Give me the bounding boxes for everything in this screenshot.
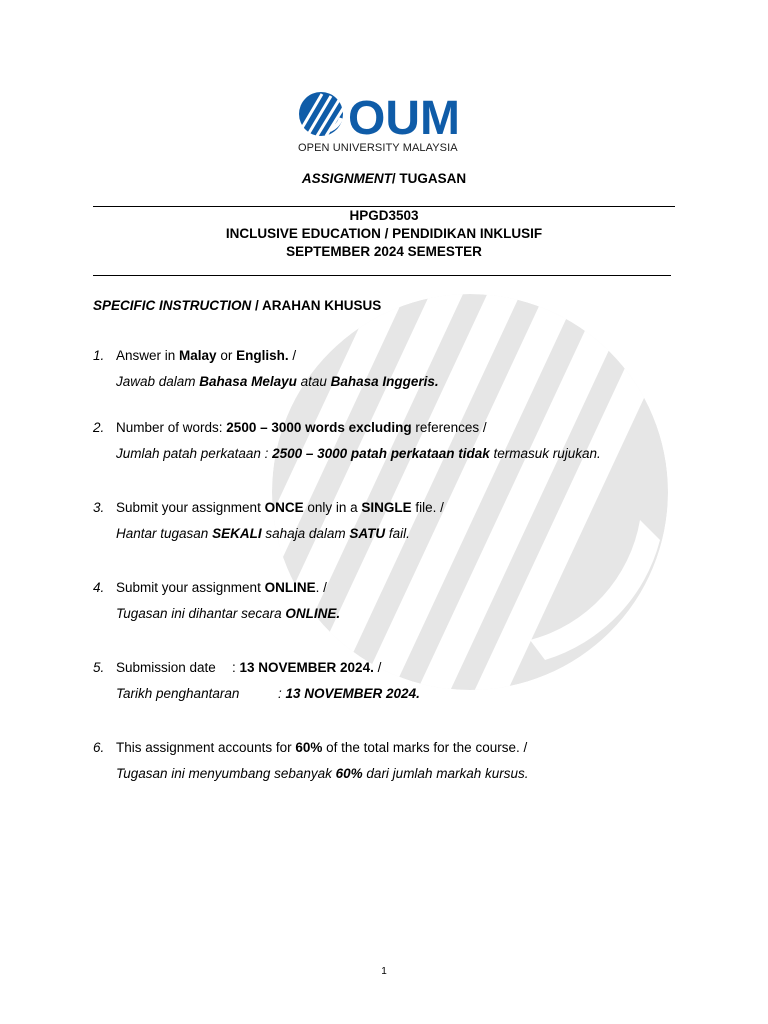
item-malay-line xyxy=(116,374,439,389)
text-bold: 13 NOVEMBER 2024. xyxy=(285,686,420,701)
item-number: 5. xyxy=(93,660,105,675)
page-number: 1 xyxy=(381,966,387,977)
text: fail. xyxy=(385,526,410,541)
text-bold: ONLINE xyxy=(264,580,316,595)
logo-subtitle: OPEN UNIVERSITY MALAYSIA xyxy=(298,142,458,154)
text-bold: 2500 – 3000 patah perkataan tidak xyxy=(272,446,490,461)
divider-top xyxy=(93,206,675,207)
item-malay-line xyxy=(116,526,410,541)
text: or xyxy=(216,348,237,363)
item-number: 3. xyxy=(93,500,105,515)
item-number: 4. xyxy=(93,580,105,595)
assignment-title-en: ASSIGNMENT xyxy=(301,171,392,186)
item-number: 6. xyxy=(93,740,105,755)
item-malay-line xyxy=(116,446,601,461)
text-bold: Bahasa Melayu xyxy=(199,374,297,389)
item-number: 1. xyxy=(93,348,105,363)
text: : xyxy=(278,686,286,701)
text-bold: 13 NOVEMBER 2024. xyxy=(239,660,374,675)
text: sahaja dalam xyxy=(261,526,350,541)
item-malay-line xyxy=(116,766,528,781)
text-bold: Bahasa Inggeris. xyxy=(330,374,439,389)
item-english-line xyxy=(116,420,487,435)
item-english-line xyxy=(116,660,381,675)
course-name: INCLUSIVE EDUCATION / PENDIDIKAN INKLUSIF xyxy=(225,226,543,241)
text: . / xyxy=(315,580,327,595)
specific-instruction-ms: / ARAHAN KHUSUS xyxy=(251,298,382,313)
oum-globe-icon xyxy=(299,92,344,136)
text: Submit your assignment xyxy=(116,580,265,595)
text: Submit your assignment xyxy=(116,500,265,515)
text: atau xyxy=(296,374,331,389)
text: : xyxy=(232,660,240,675)
text: Answer in xyxy=(116,348,180,363)
specific-instruction-heading xyxy=(93,298,381,313)
text-bold: ONLINE. xyxy=(285,606,341,621)
course-code: HPGD3503 xyxy=(349,208,419,223)
assignment-title xyxy=(93,171,675,186)
text-bold: SEKALI xyxy=(212,526,262,541)
text-bold: 2500 – 3000 words excluding xyxy=(226,420,412,435)
logo-brand: OUM xyxy=(348,92,460,145)
item-english-line xyxy=(116,580,327,595)
specific-instruction-en: SPECIFIC INSTRUCTION xyxy=(93,298,252,313)
text: Tugasan ini dihantar secara xyxy=(116,606,286,621)
text: Tarikh penghantaran xyxy=(116,686,240,701)
text: This assignment accounts for xyxy=(116,740,296,755)
text: Tugasan ini menyumbang sebanyak xyxy=(116,766,336,781)
text: Jumlah patah perkataan : xyxy=(116,446,273,461)
text-bold: SINGLE xyxy=(361,500,412,515)
text: references / xyxy=(411,420,487,435)
text: only in a xyxy=(303,500,362,515)
text: Number of words: xyxy=(116,420,227,435)
divider-bottom xyxy=(93,275,671,276)
item-english-line xyxy=(116,500,444,515)
text: termasuk rujukan. xyxy=(489,446,601,461)
item-malay-line xyxy=(116,686,420,701)
text: Jawab dalam xyxy=(116,374,200,389)
text-bold: English. xyxy=(236,348,289,363)
text: file. / xyxy=(411,500,444,515)
item-number: 2. xyxy=(93,420,105,435)
text: of the total marks for the course. / xyxy=(322,740,528,755)
assignment-title-ms: / TUGASAN xyxy=(391,171,467,186)
text-bold: 60% xyxy=(295,740,323,755)
text-bold: Malay xyxy=(179,348,217,363)
text-bold: ONCE xyxy=(264,500,304,515)
item-malay-line xyxy=(116,606,340,621)
text-bold: SATU xyxy=(349,526,386,541)
semester: SEPTEMBER 2024 SEMESTER xyxy=(286,244,482,259)
text: / xyxy=(288,348,297,363)
text-bold: 60% xyxy=(335,766,363,781)
text: dari jumlah markah kursus. xyxy=(362,766,529,781)
text: Submission date xyxy=(116,660,216,675)
text: Hantar tugasan xyxy=(116,526,213,541)
item-english-line xyxy=(116,348,296,363)
text: / xyxy=(373,660,382,675)
item-english-line xyxy=(116,740,527,755)
